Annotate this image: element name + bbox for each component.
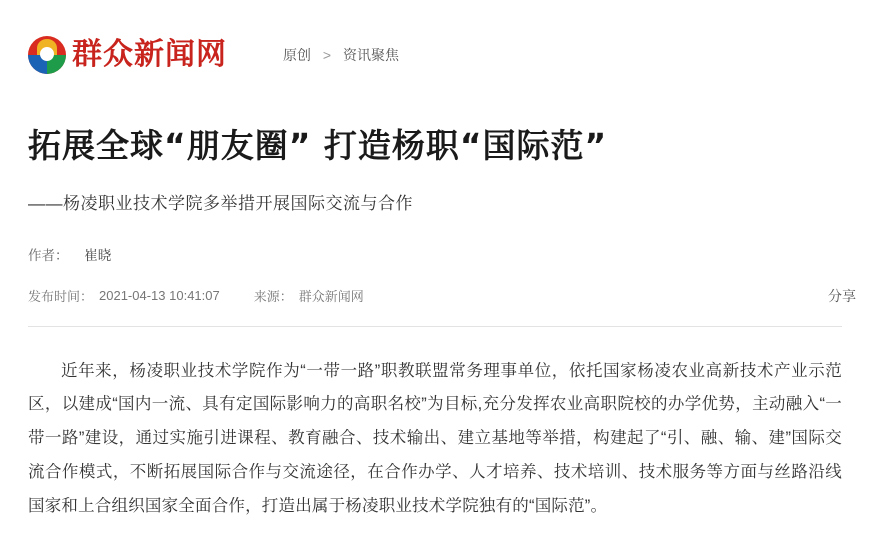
page-title: 拓展全球“朋友圈” 打造杨职“国际范” [28, 126, 608, 165]
article-meta [28, 286, 856, 306]
breadcrumb-item-1[interactable]: 资讯聚焦 [342, 47, 399, 63]
site-logo[interactable] [28, 36, 227, 74]
author-label: 作者： [28, 247, 69, 263]
author-name: 崔晓 [84, 247, 112, 263]
meta-divider [28, 326, 842, 327]
article-subtitle: ——杨凌职业技术学院多举措开展国际交流与合作 [28, 193, 413, 213]
colorful-circle-logo-icon [28, 36, 66, 74]
article-paragraph: 近年来，杨凌职业技术学院作为“一带一路”职教联盟常务理事单位，依托国家杨凌农业高新技术产业示范区，以建成“国内一流、具有定国际影响力的高职名校”为目标,充分发挥农业高职院校的办学优势，主动融入“一带一路”建设，通过实施引进课程、教育融合、技术输出、建立基地等举措，构建起了“引、融、输、建”国际交流合作模式，不断拓展国际合作与交流途径，在合作办学、人才培养、技术培训、技术服务等方面与丝路沿线国家和上合组织国家全面合作，打造出属于杨凌职业技术学院独有的“国际范”。 [28, 361, 842, 515]
article-body [28, 355, 842, 524]
site-logo-text: 群众新闻网 [72, 37, 227, 72]
site-header [0, 0, 870, 110]
publish-time-label: 发布时间： [28, 289, 94, 305]
source-label: 来源： [253, 289, 293, 305]
breadcrumb-item-0[interactable]: 原创 [283, 47, 311, 63]
author-row [28, 244, 842, 264]
breadcrumb [283, 45, 399, 65]
breadcrumb-separator-icon: > [322, 47, 332, 63]
share-button[interactable]: 分享 [828, 287, 856, 304]
source-value: 群众新闻网 [298, 289, 364, 305]
article-container [0, 124, 870, 524]
publish-time-value: 2021-04-13 10:41:07 [99, 288, 220, 304]
